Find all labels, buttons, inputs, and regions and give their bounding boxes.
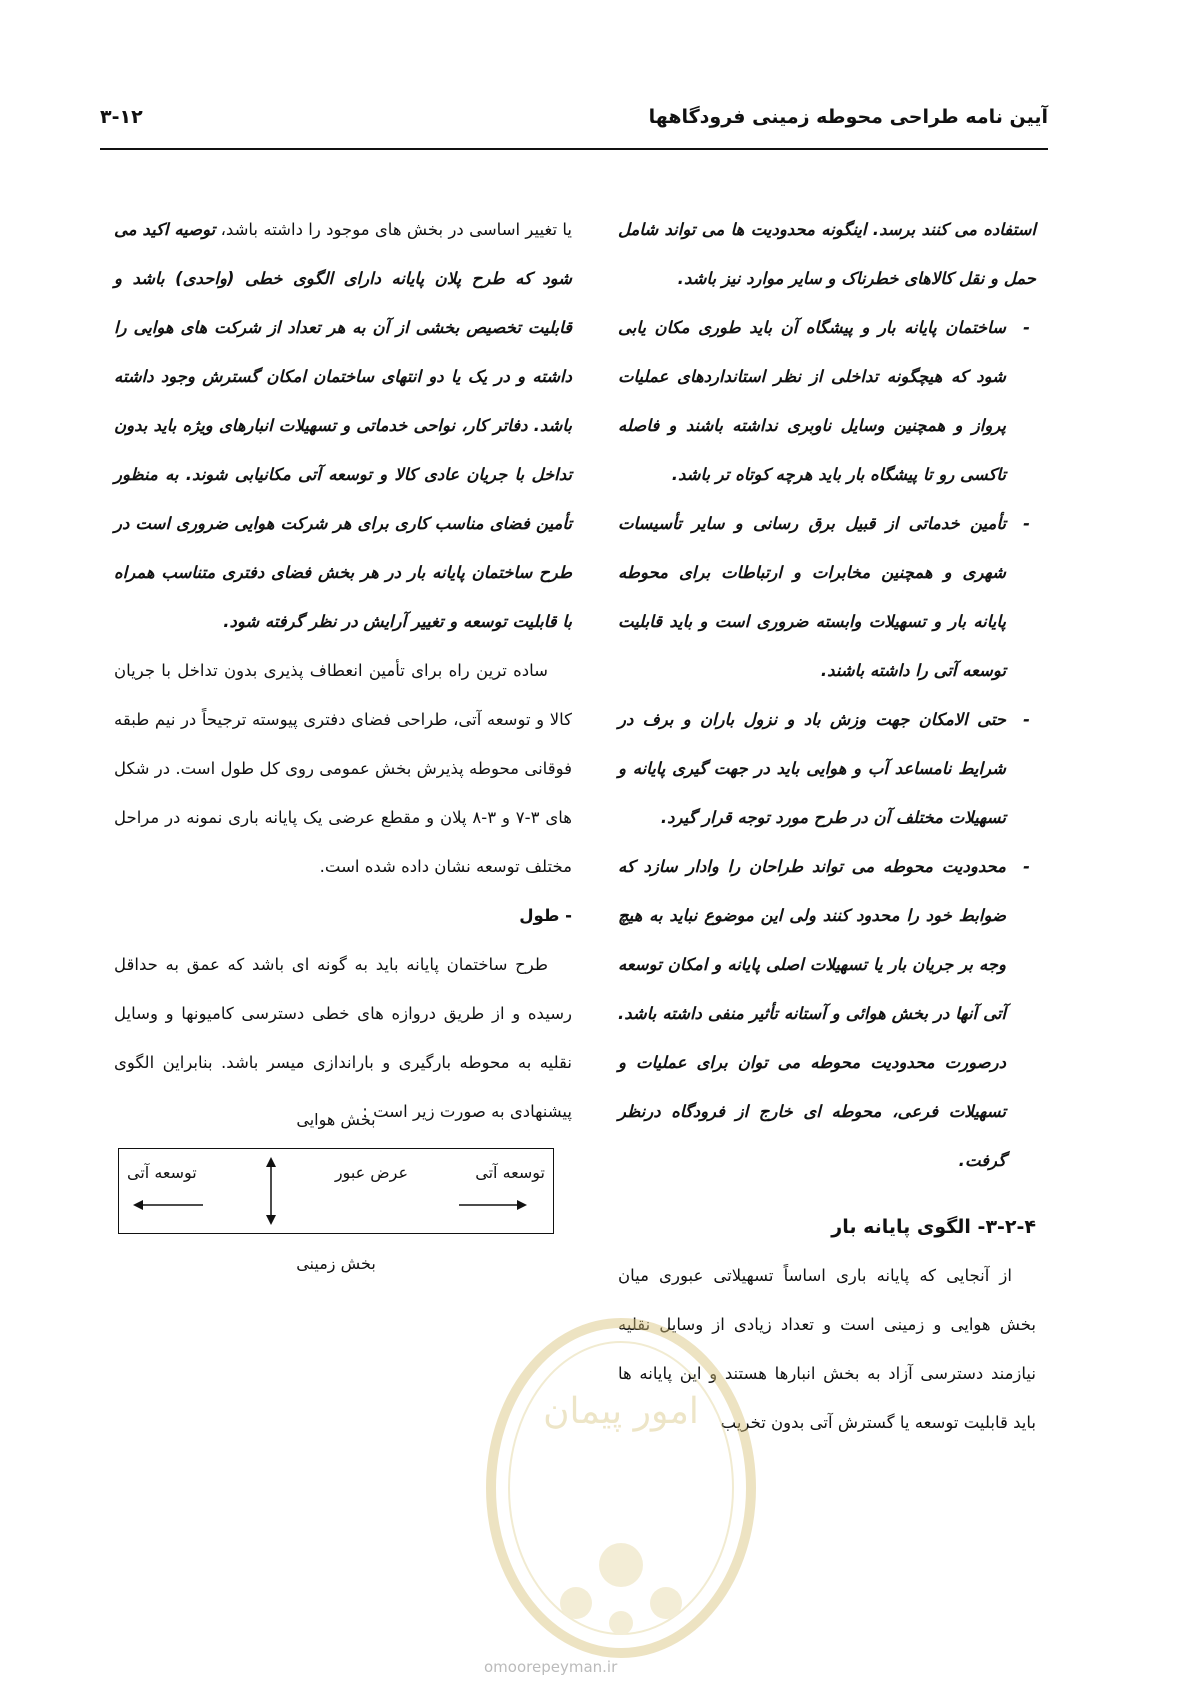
left-column [114,205,572,1136]
diagram-box [118,1148,554,1234]
left-paragraph-1 [114,205,572,646]
paragraph-1-emphasis: توصیه اکید می شود که طرح پلان پایانه دارای الگوی خطی (واحدی) باشد و قابلیت تخصیص بخشی از آن به هر تعداد از شرکت های هوایی را داشته و در یک یا دو انتهای ساختمان امکان گسترش وجود داشته باشد. دفاتر کار، نواحی خدماتی و تسهیلات انبارهای ویژه باید بدون تداخل با جریان عادی کالا و توسعه آتی مکانیابی شوند. به منظور تأمین فضای مناسب کاری برای هر شرکت هوایی ضروری است در طرح ساختمان پایانه بار در هر بخش فضای دفتری متناسب همراه با قابلیت توسعه و تغییر آرایش در نظر گرفته شود. [114,220,572,631]
page-header [100,100,1048,140]
bullet-item: - حتی الامکان جهت وزش باد و نزول باران و برف در شرایط نامساعد آب و هوایی باید در جهت گیری پایانه و تسهیلات مختلف آن در طرح مورد توجه قرار گیرد. [618,695,1036,842]
page-number: ۳-۱۲ [100,106,143,128]
left-paragraph-3: طرح ساختمان پایانه باید به گونه ای باشد که عمق به حداقل رسیده و از طریق دروازه های خطی دسترسی کامیونها و وسایل نقلیه به محوطه بارگیری و باراندازی میسر باشد. بنابراین الگوی پیشنهادی به صورت زیر است : [114,955,572,1121]
seal-watermark-icon [471,1303,771,1673]
diagram-top-label: بخش هوایی [296,1110,376,1129]
diagram-right-label: توسعه آتی [475,1163,545,1182]
section-paragraph: از آنجایی که پایانه باری اساساً تسهیلاتی عبوری میان بخش هوایی و زمینی است و تعداد زیادی از وسایل نقلیه نیازمند دسترسی آزاد به بخش انبارها هستند و این پایانه ها باید قابلیت توسعه یا گسترش آتی بدون تخریب [618,1266,1036,1432]
right-intro-paragraph: استفاده می کنند برسد. اینگونه محدودیت ها می تواند شامل حمل و نقل کالاهای خطرناک و سایر موارد نیز باشد. [618,220,1036,288]
paragraph-1-start: یا تغییر اساسی در بخش های موجود را داشته باشد، [220,220,572,239]
footer-url: omoorepeyman.ir [484,1658,618,1676]
bullet-item: - محدودیت محوطه می تواند طراحان را وادار سازد که ضوابط خود را محدود کنند ولی این موضوع نباید به هیچ وجه بر جریان بار یا تسهیلات اصلی پایانه و امکان توسعه آتی آنها در بخش هوائی و آستانه تأثیر منفی داشته باشد. درصورت محدودیت محوطه می توان برای عملیات و تسهیلات فرعی، محوطه ای خارج از فرودگاه درنظر گرفت. [618,842,1036,1185]
diagram-left-label: توسعه آتی [127,1163,197,1182]
section-heading: ۳-۲-۴- الگوی پایانه بار [831,1216,1036,1238]
diagram-center-label: عرض عبور [334,1163,408,1182]
header-rule [100,148,1048,150]
right-column [618,205,1036,1447]
left-paragraph-2: ساده ترین راه برای تأمین انعطاف پذیری بدون تداخل با جریان کالا و توسعه آتی، طراحی فضای دفتری پیوسته ترجیحاً در نیم طبقه فوقانی محوطه پذیرش بخش عمومی روی کل طول است. در شکل های ۳-۷ و ۳-۸ پلان و مقطع عرضی یک پایانه باری نمونه در مراحل مختلف توسعه نشان داده شده است. [114,661,573,876]
seal-text: امور پیمان [543,1391,699,1432]
diagram-arrows-icon [119,1149,553,1233]
bullet-item: - تأمین خدماتی از قبیل برق رسانی و سایر تأسیسات شهری و همچنین مخابرات و ارتباطات برای محوطه پایانه بار و تسهیلات وابسته ضروری است و باید قابلیت توسعه آتی را داشته باشند. [618,499,1036,695]
header-title: آیین نامه طراحی محوطه زمینی فرودگاهها [648,106,1048,128]
subheading-length: - طول [519,906,572,925]
diagram-bottom-label: بخش زمینی [296,1254,376,1273]
bullet-item: - ساختمان پایانه بار و پیشگاه آن باید طوری مکان یابی شود که هیچگونه تداخلی از نظر استانداردهای عملیات پرواز و همچنین وسایل ناوبری نداشته باشند و فاصله تاکسی رو تا پیشگاه بار باید هرچه کوتاه تر باشد. [618,303,1036,499]
terminal-layout-diagram [118,1110,554,1273]
